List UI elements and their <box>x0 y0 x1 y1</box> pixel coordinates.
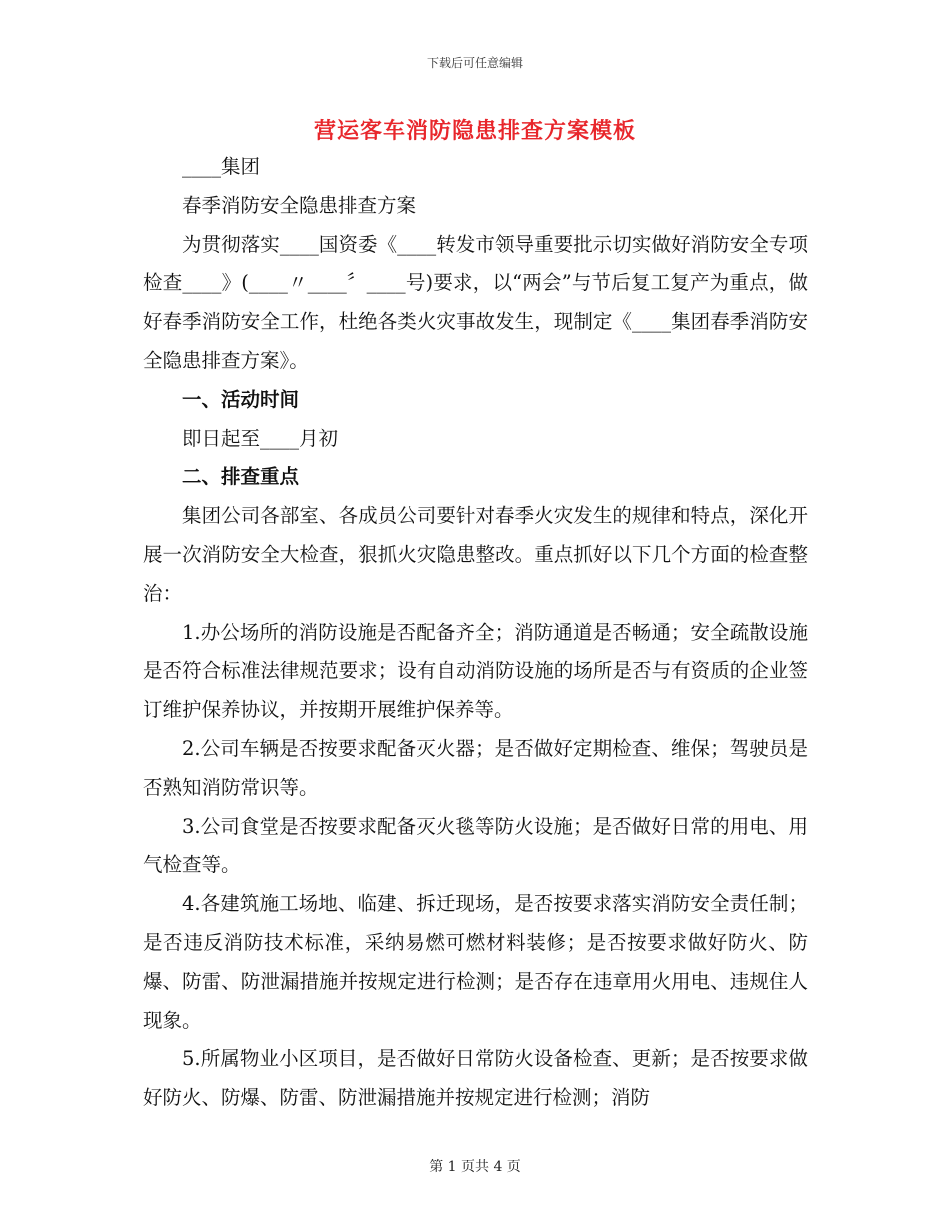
inspection-item-3: 3.公司食堂是否按要求配备灭火毯等防火设施；是否做好日常的用电、用气检查等。 <box>143 814 808 877</box>
group-name-line: ____集团 <box>182 155 261 178</box>
header-note: 下载后可任意编辑 <box>426 56 523 70</box>
document-body <box>143 148 808 1118</box>
inspection-item-5: 5.所属物业小区项目，是否做好日常防火设备检查、更新；是否按要求做好防火、防爆、防雷、防泄漏措施并按规定进行检测；消防 <box>143 1047 808 1110</box>
document-title: 营运客车消防隐患排查方案模板 <box>313 118 636 144</box>
section-heading-activity-time: 一、活动时间 <box>182 387 300 411</box>
inspection-item-4: 4.各建筑施工场地、临建、拆迁现场，是否按要求落实消防安全责任制；是否违反消防技术标准，采纳易燃可燃材料装修；是否按要求做好防火、防爆、防雷、防泄漏措施并按规定进行检测；是否存在违章用火用电、违规住人现象。 <box>143 892 808 1032</box>
section-heading-inspection-focus: 二、排查重点 <box>182 465 300 489</box>
inspection-item-2: 2.公司车辆是否按要求配备灭火器；是否做好定期检查、维保；驾驶员是否熟知消防常识等。 <box>143 736 808 799</box>
inspection-item-1: 1.办公场所的消防设施是否配备齐全；消防通道是否畅通；安全疏散设施是否符合标准法律规范要求；设有自动消防设施的场所是否与有资质的企业签订维护保养协议，并按期开展维护保养等。 <box>143 620 808 722</box>
activity-time-text: 即日起至____月初 <box>182 426 339 450</box>
plan-subtitle: 春季消防安全隐患排查方案 <box>182 193 417 217</box>
intro-paragraph: 为贯彻落实____国资委《____转发市领导重要批示切实做好消防安全专项检查____》(____〃____〞____号)要求，以“两会”与节后复工复产为重点，做好春季消防安全工作，杜绝各类火灾事故发生，现制定《____集团春季消防安全隐患排查方案》。 <box>143 232 808 372</box>
page-footer: 第 1 页共 4 页 <box>429 1159 521 1175</box>
inspection-focus-intro: 集团公司各部室、各成员公司要针对春季火灾发生的规律和特点，深化开展一次消防安全大检查，狠抓火灾隐患整改。重点抓好以下几个方面的检查整治： <box>143 504 808 605</box>
